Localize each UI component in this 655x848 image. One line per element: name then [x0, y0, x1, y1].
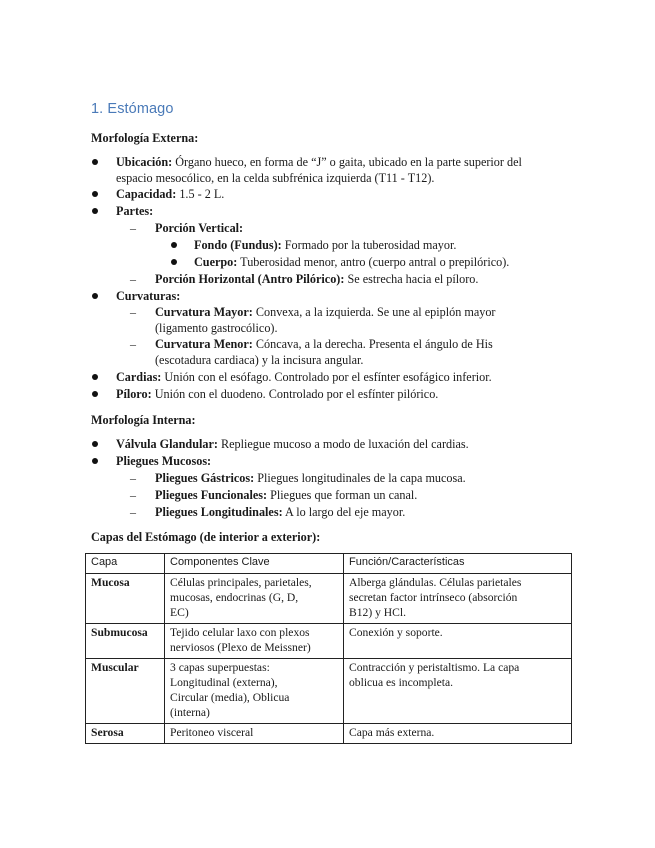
cell-capa: Serosa: [86, 724, 165, 744]
item-curvatura-mayor: [155, 304, 495, 320]
cell-line: Tejido celular laxo con plexos: [170, 626, 310, 639]
cell-line: Alberga glándulas. Células parietales: [349, 576, 522, 589]
item-fondo: [194, 237, 456, 253]
bullet-icon: [92, 293, 98, 299]
item-label: Pliegues Funcionales:: [155, 488, 268, 502]
item-text: Pliegues que forman un canal.: [270, 488, 418, 502]
table-row: [86, 724, 572, 744]
item-text: Convexa, a la izquierda. Se une al epiplón mayor: [255, 305, 496, 319]
dash-icon: –: [130, 488, 136, 502]
item-text: A lo largo del eje mayor.: [285, 505, 406, 519]
item-capacidad: [116, 186, 224, 202]
cell-line: nerviosos (Plexo de Meissner): [170, 641, 311, 654]
cell-capa: Mucosa: [86, 574, 165, 624]
item-label: Pliegues Longitudinales:: [155, 505, 283, 519]
layers-table: [85, 553, 572, 744]
item-label: Píloro:: [116, 387, 152, 401]
cell-line: Peritoneo visceral: [170, 726, 254, 739]
header-capa: Capa: [86, 554, 165, 574]
cell-line: Circular (media), Oblicua: [170, 691, 290, 704]
item-label: Fondo (Fundus):: [194, 238, 282, 252]
item-partes: [116, 203, 153, 219]
item-porcion-vertical: [155, 220, 243, 236]
dash-icon: –: [130, 471, 136, 485]
item-label: Válvula Glandular:: [116, 437, 218, 451]
cell-line: EC): [170, 606, 189, 619]
cell-line: oblicua es incompleta.: [349, 676, 453, 689]
item-text: 1.5 - 2 L.: [179, 187, 225, 201]
item-label: Porción Vertical:: [155, 221, 244, 235]
item-cuerpo: [194, 254, 509, 270]
subheading-internal: Morfología Interna:: [91, 413, 196, 427]
cell-line: Capa más externa.: [349, 726, 435, 739]
cell-funcion: [344, 724, 572, 744]
cell-componentes: [165, 574, 344, 624]
item-curvatura-mayor-cont: (ligamento gastrocólico).: [155, 321, 278, 335]
item-label: Capacidad:: [116, 187, 177, 201]
item-curvatura-menor-cont: (escotadura cardiaca) y la incisura angular.: [155, 353, 364, 367]
cell-funcion: [344, 659, 572, 724]
bullet-icon: [171, 259, 177, 265]
item-text: Pliegues longitudinales de la capa mucosa.: [257, 471, 466, 485]
bullet-icon: [92, 391, 98, 397]
cell-line: (interna): [170, 706, 210, 719]
item-label: Curvatura Menor:: [155, 337, 253, 351]
item-text: Formado por la tuberosidad mayor.: [284, 238, 457, 252]
cell-line: secretan factor intrínseco (absorción: [349, 591, 518, 604]
item-text: Se estrecha hacia el píloro.: [347, 272, 479, 286]
item-curvaturas: [116, 288, 180, 304]
cell-line: B12) y HCl.: [349, 606, 407, 619]
cell-funcion: [344, 624, 572, 659]
item-label: Pliegues Gástricos:: [155, 471, 255, 485]
item-label: Cardias:: [116, 370, 162, 384]
cell-line: Conexión y soporte.: [349, 626, 443, 639]
item-piloro: [116, 386, 438, 402]
item-label: Porción Horizontal (Antro Pilórico):: [155, 272, 345, 286]
item-text: Repliegue mucoso a modo de luxación del cardias.: [220, 437, 469, 451]
table-row: [86, 574, 572, 624]
dash-icon: –: [130, 272, 136, 286]
bullet-icon: [92, 441, 98, 447]
cell-line: mucosas, endocrinas (G, D,: [170, 591, 299, 604]
bullet-icon: [92, 208, 98, 214]
cell-componentes: [165, 724, 344, 744]
bullet-icon: [92, 191, 98, 197]
item-ubicacion-cont: espacio mesocólico, en la celda subfrénica izquierda (T11 - T12).: [116, 171, 435, 185]
header-funcion: Función/Características: [344, 554, 572, 574]
cell-line: 3 capas superpuestas:: [170, 661, 270, 674]
dash-icon: –: [130, 305, 136, 319]
item-label: Partes:: [116, 204, 154, 218]
cell-line: Longitudinal (externa),: [170, 676, 278, 689]
bullet-icon: [92, 374, 98, 380]
section-title: 1. Estómago: [91, 101, 174, 117]
dash-icon: –: [130, 337, 136, 351]
subheading-layers: Capas del Estómago (de interior a exterior):: [91, 530, 321, 544]
item-text: Órgano hueco, en forma de “J” o gaita, ubicado en la parte superior del: [175, 155, 522, 169]
item-label: Curvatura Mayor:: [155, 305, 253, 319]
item-text: Cóncava, a la derecha. Presenta el ángulo de His: [255, 337, 493, 351]
item-curvatura-menor: [155, 336, 493, 352]
item-cardias: [116, 369, 492, 385]
table-header-row: [86, 554, 572, 574]
item-label: Pliegues Mucosos:: [116, 454, 212, 468]
subheading-external: Morfología Externa:: [91, 131, 199, 145]
cell-line: Contracción y peristaltismo. La capa: [349, 661, 520, 674]
item-pliegues-longitudinales: [155, 504, 405, 520]
cell-capa: Submucosa: [86, 624, 165, 659]
item-pliegues-funcionales: [155, 487, 417, 503]
item-text: Tuberosidad menor, antro (cuerpo antral o prepilórico).: [240, 255, 510, 269]
dash-icon: –: [130, 221, 136, 235]
cell-line: Células principales, parietales,: [170, 576, 312, 589]
item-ubicacion: [116, 154, 522, 170]
bullet-icon: [171, 242, 177, 248]
cell-funcion: [344, 574, 572, 624]
header-componentes: Componentes Clave: [165, 554, 344, 574]
item-text: Unión con el duodeno. Controlado por el esfínter pilórico.: [154, 387, 439, 401]
item-pliegues-gastricos: [155, 470, 466, 486]
item-porcion-horizontal: [155, 271, 478, 287]
item-valvula: [116, 436, 469, 452]
table-row: [86, 659, 572, 724]
item-text: Unión con el esófago. Controlado por el esfínter esofágico inferior.: [164, 370, 492, 384]
bullet-icon: [92, 458, 98, 464]
cell-capa: Muscular: [86, 659, 165, 724]
item-label: Curvaturas:: [116, 289, 181, 303]
cell-componentes: [165, 659, 344, 724]
bullet-icon: [92, 159, 98, 165]
table-row: [86, 624, 572, 659]
item-label: Ubicación:: [116, 155, 173, 169]
cell-componentes: [165, 624, 344, 659]
item-pliegues: [116, 453, 211, 469]
item-label: Cuerpo:: [194, 255, 238, 269]
dash-icon: –: [130, 505, 136, 519]
